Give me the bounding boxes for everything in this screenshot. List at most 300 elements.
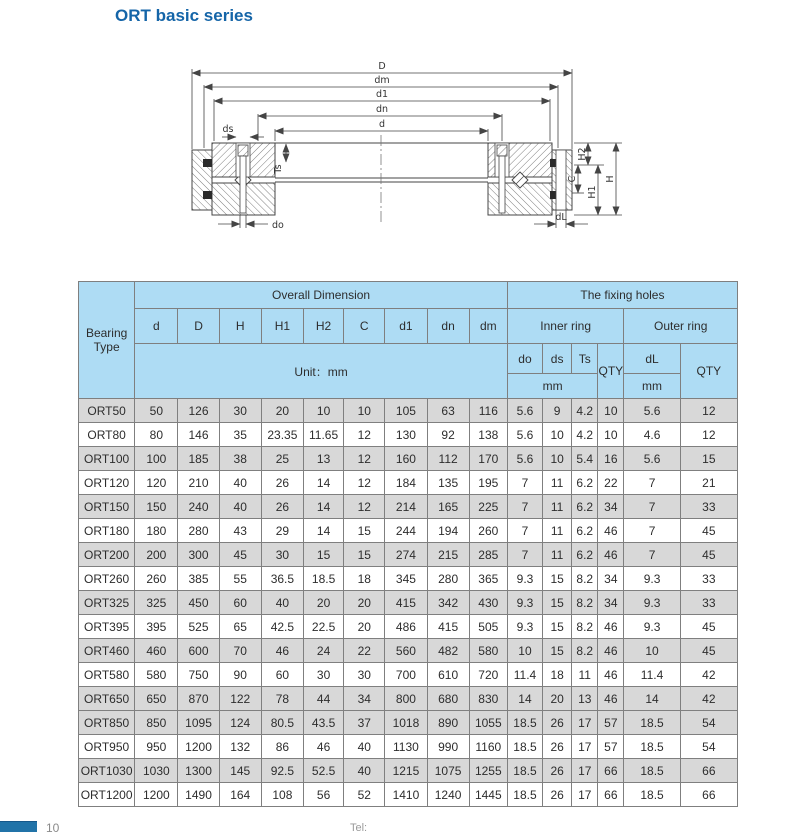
value-cell: 415 — [427, 615, 469, 639]
value-cell: 260 — [135, 567, 178, 591]
value-cell: 42 — [680, 663, 737, 687]
value-cell: 8.2 — [572, 591, 598, 615]
value-cell: 80 — [135, 423, 178, 447]
value-cell: 135 — [427, 471, 469, 495]
value-cell: 17 — [572, 711, 598, 735]
value-cell: 11.4 — [624, 663, 680, 687]
value-cell: 21 — [680, 471, 737, 495]
value-cell: 14 — [303, 495, 343, 519]
value-cell: 66 — [598, 783, 624, 807]
table-row — [79, 783, 738, 807]
bearing-type-cell: ORT580 — [79, 663, 135, 687]
value-cell: 215 — [427, 543, 469, 567]
value-cell: 720 — [469, 663, 507, 687]
value-cell: 950 — [135, 735, 178, 759]
value-cell: 37 — [344, 711, 385, 735]
value-cell: 38 — [219, 447, 261, 471]
value-cell: 18 — [344, 567, 385, 591]
value-cell: 1200 — [178, 735, 219, 759]
value-cell: 18.5 — [624, 783, 680, 807]
col-header-d1: d1 — [385, 309, 427, 344]
dim-label-do: do — [272, 220, 284, 231]
value-cell: 112 — [427, 447, 469, 471]
value-cell: 66 — [598, 759, 624, 783]
value-cell: 6.2 — [572, 495, 598, 519]
value-cell: 18.5 — [507, 735, 542, 759]
value-cell: 34 — [598, 567, 624, 591]
bearing-cross-section-diagram — [0, 45, 810, 280]
table-row — [79, 711, 738, 735]
value-cell: 395 — [135, 615, 178, 639]
value-cell: 1445 — [469, 783, 507, 807]
value-cell: 164 — [219, 783, 261, 807]
bearing-type-cell: ORT80 — [79, 423, 135, 447]
bearing-type-cell: ORT1030 — [79, 759, 135, 783]
dim-label-D: D — [378, 61, 386, 72]
value-cell: 138 — [469, 423, 507, 447]
value-cell: 146 — [178, 423, 219, 447]
value-cell: 610 — [427, 663, 469, 687]
table-row — [79, 399, 738, 423]
value-cell: 12 — [344, 495, 385, 519]
value-cell: 45 — [680, 615, 737, 639]
value-cell: 30 — [303, 663, 343, 687]
value-cell: 33 — [680, 567, 737, 591]
value-cell: 5.6 — [507, 423, 542, 447]
bearing-type-cell: ORT850 — [79, 711, 135, 735]
value-cell: 185 — [178, 447, 219, 471]
table-row — [79, 447, 738, 471]
value-cell: 66 — [680, 759, 737, 783]
value-cell: 122 — [219, 687, 261, 711]
value-cell: 14 — [303, 519, 343, 543]
value-cell: 108 — [261, 783, 303, 807]
value-cell: 300 — [178, 543, 219, 567]
value-cell: 63 — [427, 399, 469, 423]
value-cell: 22 — [598, 471, 624, 495]
value-cell: 385 — [178, 567, 219, 591]
col-header-Ts: Ts — [572, 344, 598, 374]
table-row — [79, 423, 738, 447]
value-cell: 505 — [469, 615, 507, 639]
bearing-type-cell: ORT120 — [79, 471, 135, 495]
col-header-d: d — [135, 309, 178, 344]
value-cell: 126 — [178, 399, 219, 423]
table-row — [79, 567, 738, 591]
value-cell: 8.2 — [572, 567, 598, 591]
value-cell: 40 — [344, 759, 385, 783]
col-header-C: C — [344, 309, 385, 344]
value-cell: 260 — [469, 519, 507, 543]
value-cell: 600 — [178, 639, 219, 663]
value-cell: 15 — [543, 615, 572, 639]
value-cell: 7 — [507, 471, 542, 495]
value-cell: 33 — [680, 591, 737, 615]
value-cell: 830 — [469, 687, 507, 711]
table-row — [79, 519, 738, 543]
value-cell: 55 — [219, 567, 261, 591]
value-cell: 1095 — [178, 711, 219, 735]
value-cell: 9.3 — [507, 591, 542, 615]
value-cell: 12 — [680, 423, 737, 447]
table-row — [79, 759, 738, 783]
value-cell: 26 — [543, 711, 572, 735]
value-cell: 20 — [344, 615, 385, 639]
value-cell: 11 — [572, 663, 598, 687]
value-cell: 10 — [344, 399, 385, 423]
value-cell: 14 — [624, 687, 680, 711]
value-cell: 280 — [427, 567, 469, 591]
value-cell: 78 — [261, 687, 303, 711]
value-cell: 43 — [219, 519, 261, 543]
dim-label-H1: H1 — [587, 185, 598, 199]
value-cell: 486 — [385, 615, 427, 639]
value-cell: 990 — [427, 735, 469, 759]
bearing-type-cell: ORT950 — [79, 735, 135, 759]
fixing-holes-header: The fixing holes — [507, 282, 737, 309]
value-cell: 8.2 — [572, 639, 598, 663]
value-cell: 46 — [598, 639, 624, 663]
value-cell: 40 — [219, 495, 261, 519]
footer-tel: Tel: — [350, 822, 368, 834]
value-cell: 7 — [507, 543, 542, 567]
dim-label-ds: ds — [222, 124, 234, 135]
dim-label-C: C — [567, 175, 578, 183]
col-header-do: do — [507, 344, 542, 374]
value-cell: 13 — [303, 447, 343, 471]
value-cell: 60 — [219, 591, 261, 615]
value-cell: 4.6 — [624, 423, 680, 447]
overall-dimension-header: Overall Dimension — [135, 282, 508, 309]
value-cell: 30 — [344, 663, 385, 687]
value-cell: 1160 — [469, 735, 507, 759]
value-cell: 15 — [303, 543, 343, 567]
value-cell: 57 — [598, 711, 624, 735]
bearing-type-cell: ORT150 — [79, 495, 135, 519]
value-cell: 34 — [344, 687, 385, 711]
value-cell: 92 — [427, 423, 469, 447]
value-cell: 1130 — [385, 735, 427, 759]
value-cell: 25 — [261, 447, 303, 471]
value-cell: 20 — [543, 687, 572, 711]
value-cell: 26 — [543, 759, 572, 783]
value-cell: 66 — [680, 783, 737, 807]
value-cell: 15 — [344, 543, 385, 567]
bearing-type-header — [79, 282, 135, 399]
value-cell: 150 — [135, 495, 178, 519]
value-cell: 1240 — [427, 783, 469, 807]
value-cell: 10 — [624, 639, 680, 663]
value-cell: 580 — [135, 663, 178, 687]
table-row — [79, 495, 738, 519]
seal-left-upper — [203, 159, 212, 167]
value-cell: 100 — [135, 447, 178, 471]
value-cell: 14 — [303, 471, 343, 495]
value-cell: 7 — [507, 519, 542, 543]
value-cell: 40 — [261, 591, 303, 615]
inner-ring-header: Inner ring — [507, 309, 624, 344]
value-cell: 195 — [469, 471, 507, 495]
value-cell: 214 — [385, 495, 427, 519]
value-cell: 5.6 — [507, 447, 542, 471]
value-cell: 225 — [469, 495, 507, 519]
bearing-type-cell: ORT1200 — [79, 783, 135, 807]
value-cell: 24 — [303, 639, 343, 663]
value-cell: 90 — [219, 663, 261, 687]
value-cell: 22.5 — [303, 615, 343, 639]
value-cell: 1200 — [135, 783, 178, 807]
col-header-dm: dm — [469, 309, 507, 344]
bearing-type-cell: ORT180 — [79, 519, 135, 543]
value-cell: 34 — [598, 591, 624, 615]
value-cell: 22 — [344, 639, 385, 663]
value-cell: 105 — [385, 399, 427, 423]
value-cell: 14 — [507, 687, 542, 711]
value-cell: 11 — [543, 471, 572, 495]
col-header-ds: ds — [543, 344, 572, 374]
bearing-type-cell: ORT200 — [79, 543, 135, 567]
value-cell: 20 — [303, 591, 343, 615]
value-cell: 450 — [178, 591, 219, 615]
value-cell: 680 — [427, 687, 469, 711]
value-cell: 13 — [572, 687, 598, 711]
value-cell: 11 — [543, 519, 572, 543]
value-cell: 16 — [598, 447, 624, 471]
dim-label-H2: H2 — [577, 147, 588, 161]
value-cell: 54 — [680, 735, 737, 759]
value-cell: 11 — [543, 543, 572, 567]
bearing-body — [192, 135, 572, 225]
page-title: ORT basic series — [115, 6, 253, 25]
value-cell: 18.5 — [624, 735, 680, 759]
value-cell: 18.5 — [303, 567, 343, 591]
value-cell: 870 — [178, 687, 219, 711]
value-cell: 5.6 — [624, 447, 680, 471]
value-cell: 5.6 — [624, 399, 680, 423]
value-cell: 5.4 — [572, 447, 598, 471]
value-cell: 7 — [624, 543, 680, 567]
value-cell: 46 — [598, 543, 624, 567]
value-cell: 130 — [385, 423, 427, 447]
value-cell: 4.2 — [572, 423, 598, 447]
footer-accent-bar — [0, 821, 37, 832]
col-header-D: D — [178, 309, 219, 344]
value-cell: 580 — [469, 639, 507, 663]
value-cell: 116 — [469, 399, 507, 423]
bearing-spec-table — [78, 281, 738, 807]
col-header-dn: dn — [427, 309, 469, 344]
value-cell: 180 — [135, 519, 178, 543]
dim-label-dm: dm — [374, 75, 390, 86]
value-cell: 7 — [624, 471, 680, 495]
value-cell: 280 — [178, 519, 219, 543]
value-cell: 35 — [219, 423, 261, 447]
value-cell: 45 — [680, 543, 737, 567]
value-cell: 23.35 — [261, 423, 303, 447]
value-cell: 12 — [344, 471, 385, 495]
value-cell: 9.3 — [624, 615, 680, 639]
col-header-qty-outer: QTY — [680, 344, 737, 399]
value-cell: 160 — [385, 447, 427, 471]
value-cell: 4.2 — [572, 399, 598, 423]
value-cell: 415 — [385, 591, 427, 615]
value-cell: 40 — [344, 735, 385, 759]
value-cell: 20 — [261, 399, 303, 423]
value-cell: 45 — [680, 639, 737, 663]
value-cell: 200 — [135, 543, 178, 567]
col-header-H: H — [219, 309, 261, 344]
value-cell: 285 — [469, 543, 507, 567]
value-cell: 46 — [598, 615, 624, 639]
value-cell: 9.3 — [624, 591, 680, 615]
seal-left-lower — [203, 191, 212, 199]
value-cell: 145 — [219, 759, 261, 783]
value-cell: 52.5 — [303, 759, 343, 783]
value-cell: 184 — [385, 471, 427, 495]
value-cell: 26 — [261, 495, 303, 519]
bearing-type-cell: ORT100 — [79, 447, 135, 471]
value-cell: 1300 — [178, 759, 219, 783]
value-cell: 42.5 — [261, 615, 303, 639]
value-cell: 12 — [680, 399, 737, 423]
value-cell: 7 — [624, 495, 680, 519]
value-cell: 10 — [598, 423, 624, 447]
value-cell: 800 — [385, 687, 427, 711]
value-cell: 132 — [219, 735, 261, 759]
value-cell: 26 — [261, 471, 303, 495]
table-row — [79, 615, 738, 639]
mm-outer-header: mm — [624, 374, 680, 399]
value-cell: 345 — [385, 567, 427, 591]
value-cell: 244 — [385, 519, 427, 543]
value-cell: 50 — [135, 399, 178, 423]
value-cell: 60 — [261, 663, 303, 687]
value-cell: 6.2 — [572, 519, 598, 543]
value-cell: 850 — [135, 711, 178, 735]
value-cell: 20 — [344, 591, 385, 615]
value-cell: 30 — [261, 543, 303, 567]
value-cell: 1490 — [178, 783, 219, 807]
value-cell: 7 — [624, 519, 680, 543]
table-row — [79, 735, 738, 759]
value-cell: 11 — [543, 495, 572, 519]
value-cell: 18.5 — [507, 759, 542, 783]
bearing-type-cell: ORT460 — [79, 639, 135, 663]
value-cell: 6.2 — [572, 471, 598, 495]
value-cell: 10 — [598, 399, 624, 423]
value-cell: 194 — [427, 519, 469, 543]
value-cell: 34 — [598, 495, 624, 519]
value-cell: 9.3 — [507, 567, 542, 591]
value-cell: 342 — [427, 591, 469, 615]
value-cell: 26 — [543, 783, 572, 807]
value-cell: 18.5 — [624, 759, 680, 783]
dim-label-H: H — [605, 175, 616, 183]
value-cell: 46 — [303, 735, 343, 759]
value-cell: 1030 — [135, 759, 178, 783]
table-row — [79, 543, 738, 567]
outer-ring-header: Outer ring — [624, 309, 738, 344]
value-cell: 46 — [598, 519, 624, 543]
value-cell: 9 — [543, 399, 572, 423]
value-cell: 26 — [543, 735, 572, 759]
value-cell: 11.4 — [507, 663, 542, 687]
value-cell: 124 — [219, 711, 261, 735]
value-cell: 46 — [598, 687, 624, 711]
value-cell: 42 — [680, 687, 737, 711]
value-cell: 10 — [507, 639, 542, 663]
col-header-H2: H2 — [303, 309, 343, 344]
value-cell: 15 — [543, 639, 572, 663]
value-cell: 43.5 — [303, 711, 343, 735]
table-row — [79, 663, 738, 687]
value-cell: 86 — [261, 735, 303, 759]
value-cell: 9.3 — [624, 567, 680, 591]
bearing-type-cell: ORT260 — [79, 567, 135, 591]
value-cell: 170 — [469, 447, 507, 471]
value-cell: 12 — [344, 423, 385, 447]
table-row — [79, 687, 738, 711]
value-cell: 18.5 — [507, 711, 542, 735]
value-cell: 1215 — [385, 759, 427, 783]
value-cell: 18.5 — [507, 783, 542, 807]
value-cell: 325 — [135, 591, 178, 615]
value-cell: 45 — [680, 519, 737, 543]
value-cell: 10 — [543, 423, 572, 447]
value-cell: 17 — [572, 783, 598, 807]
dim-label-d: d — [378, 119, 386, 130]
col-header-H1: H1 — [261, 309, 303, 344]
dim-label-dL: dL — [555, 212, 567, 223]
value-cell: 80.5 — [261, 711, 303, 735]
bearing-type-cell: ORT650 — [79, 687, 135, 711]
dim-label-Ts: Ts — [273, 164, 284, 174]
value-cell: 9.3 — [507, 615, 542, 639]
value-cell: 10 — [543, 447, 572, 471]
value-cell: 52 — [344, 783, 385, 807]
value-cell: 482 — [427, 639, 469, 663]
value-cell: 650 — [135, 687, 178, 711]
value-cell: 274 — [385, 543, 427, 567]
value-cell: 46 — [261, 639, 303, 663]
value-cell: 30 — [219, 399, 261, 423]
value-cell: 57 — [598, 735, 624, 759]
footer-page-number: 10 — [46, 821, 60, 835]
value-cell: 17 — [572, 735, 598, 759]
bearing-type-cell: ORT325 — [79, 591, 135, 615]
value-cell: 10 — [303, 399, 343, 423]
value-cell: 1075 — [427, 759, 469, 783]
value-cell: 44 — [303, 687, 343, 711]
value-cell: 1255 — [469, 759, 507, 783]
value-cell: 210 — [178, 471, 219, 495]
value-cell: 240 — [178, 495, 219, 519]
value-cell: 18 — [543, 663, 572, 687]
unit-header: Unit：mm — [135, 344, 508, 399]
table-row — [79, 591, 738, 615]
value-cell: 15 — [543, 567, 572, 591]
bearing-type-header-line2: Type — [93, 340, 120, 354]
value-cell: 45 — [219, 543, 261, 567]
value-cell: 18.5 — [624, 711, 680, 735]
value-cell: 165 — [427, 495, 469, 519]
value-cell: 6.2 — [572, 543, 598, 567]
value-cell: 525 — [178, 615, 219, 639]
bearing-type-cell: ORT50 — [79, 399, 135, 423]
table-row — [79, 639, 738, 663]
value-cell: 11.65 — [303, 423, 343, 447]
value-cell: 65 — [219, 615, 261, 639]
